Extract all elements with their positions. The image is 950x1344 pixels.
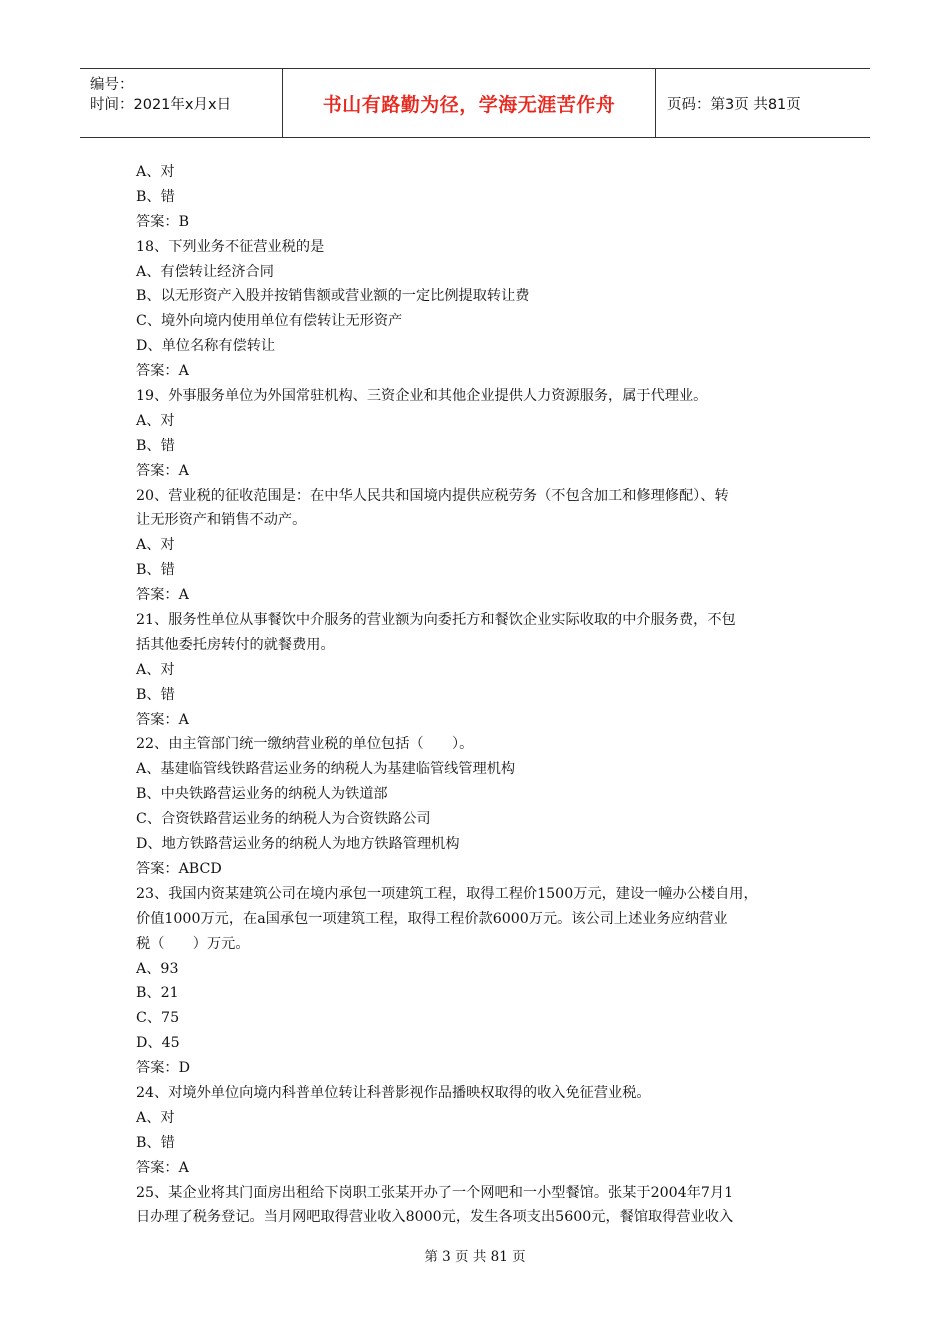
text-line: 答案：B [136,213,189,230]
text-line: 18、下列业务不征营业税的是 [136,238,325,255]
text-line: 22、由主管部门统一缴纳营业税的单位包括（ ）。 [136,736,474,753]
text-line: B、错 [136,437,175,454]
text-line: 税（ ）万元。 [136,935,250,952]
text-line: D、单位名称有偿转让 [136,338,276,355]
text-line: B、以无形资产入股并按销售额或营业额的一定比例提取转让费 [136,288,530,305]
text-line: A、有偿转让经济合同 [136,263,274,280]
text-line: D、45 [136,1035,180,1052]
text-line: 24、对境外单位向境内科普单位转让科普影视作品播映权取得的收入免征营业税。 [136,1084,651,1101]
text-line: B、错 [136,686,175,703]
text-line: 23、我国内资某建筑公司在境内承包一项建筑工程，取得工程价1500万元，建设一幢办公楼自用， [136,885,758,902]
text-line: B、21 [136,985,179,1002]
text-line: 20、营业税的征收范围是：在中华人民共和国境内提供应税劳务（不包含加工和修理修配）、转 [136,487,729,504]
text-line: A、93 [136,960,179,977]
text-line: B、错 [136,1134,175,1151]
text-line: 答案：A [136,462,189,479]
text-line: B、错 [136,562,175,579]
text-line: 答案：A [136,1159,189,1176]
text-line: 答案：A [136,711,189,728]
text-line: C、境外向境内使用单位有偿转让无形资产 [136,313,403,330]
text-line: 19、外事服务单位为外国常驻机构、三资企业和其他企业提供人力资源服务，属于代理业。 [136,388,708,405]
header-left-cell [80,69,282,137]
text-line: 25、某企业将其门面房出租给下岗职工张某开办了一个网吧和一小型餐馆。张某于2004年7月1 [136,1184,734,1201]
text-line: 答案：A [136,587,189,604]
text-line: C、合资铁路营运业务的纳税人为合资铁路公司 [136,811,431,828]
text-line: C、75 [136,1010,180,1027]
text-line: B、中央铁路营运业务的纳税人为铁道部 [136,786,388,803]
text-line: 价值1000万元，在a国承包一项建筑工程，取得工程价款6000万元。该公司上述业务应纳营业 [136,910,728,927]
text-line: 答案：ABCD [136,860,222,877]
text-line: A、基建临管线铁路营运业务的纳税人为基建临管线管理机构 [136,761,516,778]
text-line: 让无形资产和销售不动产。 [136,512,307,529]
page-info: 页码：第3页 共81页 [667,96,801,113]
text-line: 答案：D [136,1060,190,1077]
page-header [80,68,870,138]
text-line: B、错 [136,188,175,205]
text-line: A、对 [136,1109,175,1126]
time-label: 时间：2021年x月x日 [90,97,232,113]
text-line: A、对 [136,661,175,678]
text-line: 答案：A [136,363,189,380]
header-right-cell [655,69,870,137]
text-line: 21、服务性单位从事餐饮中介服务的营业额为向委托方和餐饮企业实际收取的中介服务费，不包 [136,612,736,629]
text-line: D、地方铁路营运业务的纳税人为地方铁路管理机构 [136,836,460,853]
number-label: 编号： [90,77,134,93]
text-line: 日办理了税务登记。当月网吧取得营业收入8000元，发生各项支出5600元，餐馆取得营业收入 [136,1209,734,1226]
page-footer: 第 3 页 共 81 页 [424,1249,526,1265]
question-content [136,160,826,1230]
text-line: 括其他委托房转付的就餐费用。 [136,636,335,653]
text-line: A、对 [136,412,175,429]
text-line: A、对 [136,164,175,180]
text-line: A、对 [136,537,175,554]
motto-text: 书山有路勤为径，学海无涯苦作舟 [322,93,616,116]
header-middle-cell [282,69,656,137]
